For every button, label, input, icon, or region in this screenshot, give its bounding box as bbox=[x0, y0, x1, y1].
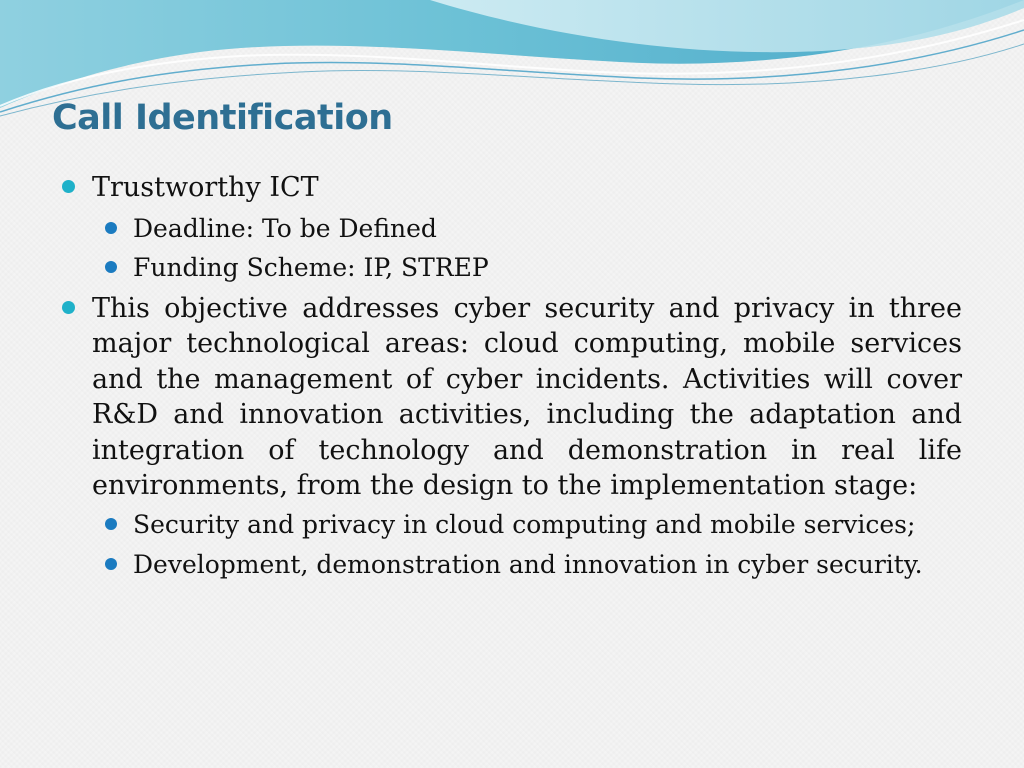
sub-bullet-dot-icon bbox=[105, 558, 117, 570]
sub-bullet-cyber-security bbox=[103, 548, 962, 582]
sub-bullet-text: Development, demonstration and innovation in cyber security. bbox=[133, 549, 923, 579]
sub-bullet-cloud-security bbox=[103, 508, 962, 542]
bullet-text: Trustworthy ICT bbox=[92, 172, 319, 203]
bullet-dot-icon bbox=[62, 180, 75, 193]
bullet-objective bbox=[60, 291, 962, 504]
slide-content bbox=[60, 170, 962, 582]
sub-bullet-dot-icon bbox=[105, 518, 117, 530]
sub-bullet-text: Security and privacy in cloud computing and mobile services; bbox=[133, 509, 916, 539]
bullet-trustworthy-ict bbox=[60, 170, 962, 206]
bullet-text: This objective addresses cyber security and privacy in three major technological areas: cloud computing, mobile services and the management of cyber incidents. Activities will cover R&D and innovation activities, including the adaptation and integration of technology and demonstration in real life environments, from the design to the implementation stage: bbox=[92, 292, 962, 501]
slide-title: Call Identification bbox=[52, 98, 393, 138]
sub-bullet-text: Funding Scheme: IP, STREP bbox=[133, 252, 489, 282]
bullet-dot-icon bbox=[62, 301, 75, 314]
sub-bullet-dot-icon bbox=[105, 222, 117, 234]
sub-bullet-deadline bbox=[103, 212, 962, 246]
sub-bullet-text: Deadline: To be Defined bbox=[133, 213, 437, 243]
sub-bullet-funding-scheme bbox=[103, 251, 962, 285]
sub-bullet-dot-icon bbox=[105, 261, 117, 273]
